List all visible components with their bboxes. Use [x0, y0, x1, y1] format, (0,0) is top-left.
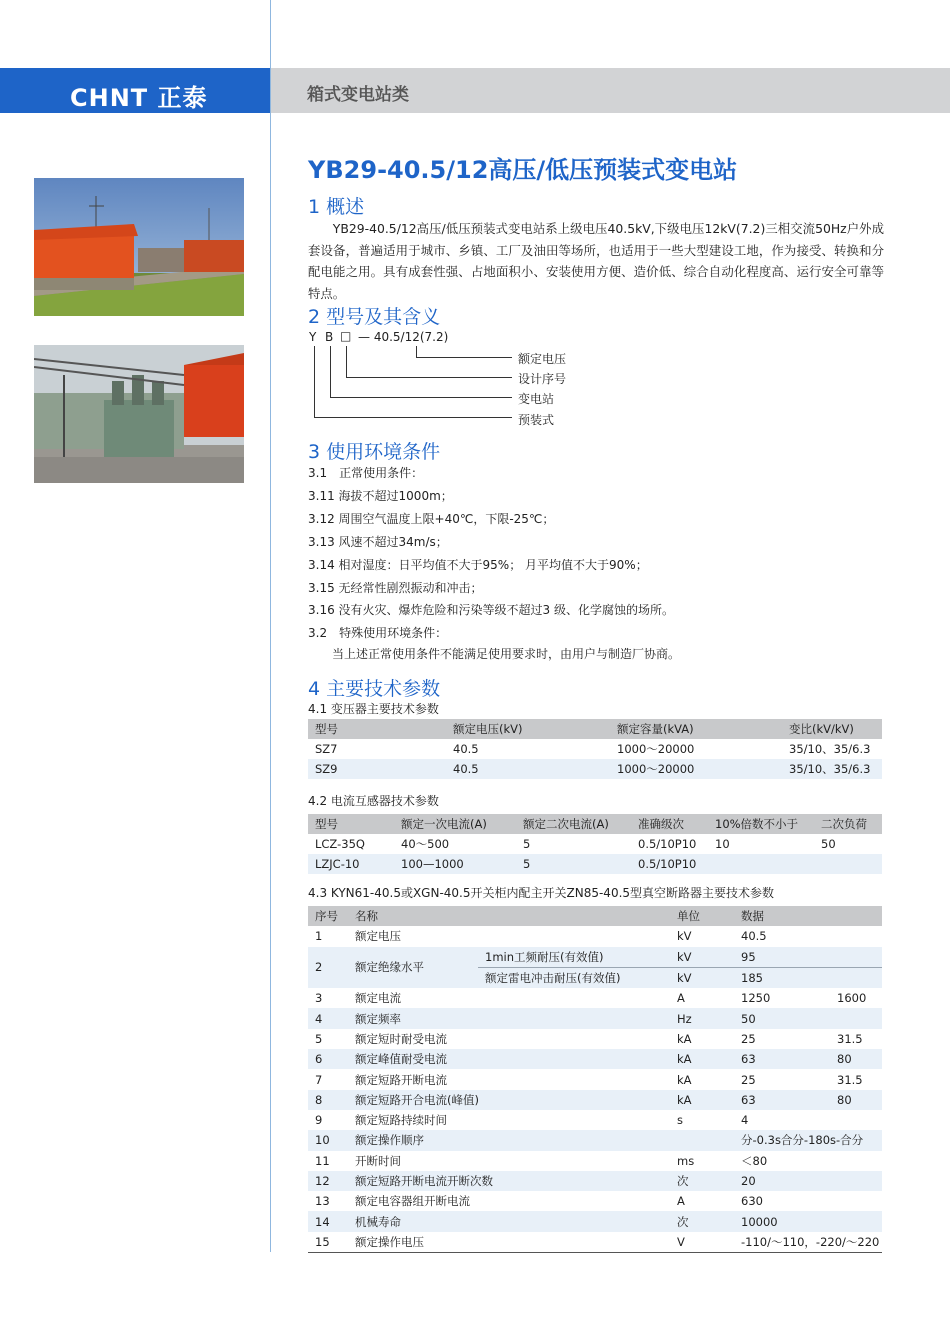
column-header: 额定电压(kV) — [446, 719, 610, 739]
model-letter-y: Y — [309, 330, 317, 344]
section-heading-environment: 3 使用环境条件 — [308, 441, 441, 463]
column-header: 变比(kV/kV) — [782, 719, 882, 739]
table-cell: 25 — [741, 1031, 756, 1046]
condition-line: 3.1 正常使用条件： — [308, 466, 424, 480]
table-cell: 50 — [821, 837, 836, 851]
table-row — [308, 1232, 882, 1253]
model-leader-line — [314, 417, 512, 418]
table-cell: 5 — [523, 837, 531, 851]
table-cell: 2 — [308, 947, 348, 989]
table-cell: 40.5 — [741, 929, 767, 944]
column-header: 10%倍数不小于 — [708, 814, 814, 834]
section-heading-model: 2 型号及其含义 — [308, 306, 441, 328]
table-cell: 额定操作电压 — [355, 1234, 424, 1249]
table-cell: s — [677, 1113, 683, 1128]
table-cell: 11 — [315, 1153, 330, 1168]
condition-line: 3.11 海拔不超过1000m； — [308, 489, 453, 503]
table-cell: 1000～20000 — [617, 742, 695, 756]
column-header: 额定容量(kVA) — [610, 719, 782, 739]
substation-photo — [34, 178, 244, 316]
table-cell: kA — [677, 1031, 692, 1046]
table-cell: 4 — [308, 1008, 348, 1028]
column-header: 型号 — [308, 719, 446, 739]
model-leader-line — [416, 357, 512, 358]
table-cell — [830, 1191, 882, 1211]
table-cell — [830, 1008, 882, 1028]
section-heading-overview: 1 概述 — [308, 196, 365, 218]
table-cell: 额定雷电冲击耐压(有效值) — [478, 967, 670, 988]
table-cell: V — [677, 1234, 685, 1249]
table-cell: 4 — [741, 1113, 749, 1128]
table-cell: 40～500 — [401, 837, 450, 851]
table-cell: 35/10、35/6.3 — [789, 742, 871, 756]
table-cell — [830, 1110, 882, 1130]
table-cell: A — [677, 991, 685, 1006]
table-cell: 25 — [741, 1072, 756, 1087]
table-cell: 630 — [741, 1194, 763, 1209]
table-cell: 额定绝缘水平 — [348, 947, 478, 989]
condition-line: 3.16 没有火灾、爆炸危险和污染等级不超过3 级、化学腐蚀的场所。 — [308, 603, 674, 617]
table-row — [308, 1008, 882, 1028]
model-design-box: □ — [340, 329, 352, 343]
table-cell: 31.5 — [837, 1072, 863, 1087]
table-cell: LCZ-35Q — [315, 837, 365, 851]
table-row — [308, 834, 882, 854]
table-row — [308, 1130, 882, 1150]
model-leader-line — [314, 346, 315, 418]
table-cell: 额定峰值耐受电流 — [348, 1049, 670, 1069]
table-cell: 63 — [734, 1090, 830, 1110]
transformer-photo — [34, 345, 244, 483]
overview-paragraph: YB29-40.5/12高压/低压预装式变电站系上级电压40.5kV,下级电压12kV(7.2)三相交流50Hz户外成套设备，普遍适用于城市、乡镇、工厂及油田等场所，也适用于一些大型建设工地，作为接受、转换和分配电能之用。具有成套性强、占地面积小、安装使用方便、造价低、综合自动化程度高、运行安全可靠等特点。 — [308, 221, 884, 301]
table-cell: 额定电压 — [355, 929, 401, 944]
column-header: 单位 — [670, 906, 734, 926]
table-row — [308, 1090, 882, 1110]
condition-line: 3.14 相对湿度：日平均值不大于95%； 月平均值不大于90%； — [308, 558, 648, 572]
condition-line: 3.15 无经常性剧烈振动和冲击； — [308, 581, 483, 595]
table-cell: 0.5/10P10 — [638, 837, 697, 851]
condition-line: 3.13 风速不超过34m/s； — [308, 535, 448, 549]
table-cell: 3 — [315, 991, 323, 1006]
current-transformer-table — [308, 814, 882, 874]
model-leader-line — [330, 397, 512, 398]
table-cell — [830, 947, 882, 968]
table-row — [308, 926, 882, 946]
table-cell: 5 — [315, 1031, 323, 1046]
table-cell: kA — [670, 1090, 734, 1110]
table-cell: 1000～20000 — [610, 759, 782, 779]
table-cell: SZ9 — [308, 759, 446, 779]
table-header-row — [308, 814, 882, 834]
table-cell: -110/～110，-220/～220 — [741, 1234, 880, 1249]
table-cell: 开断时间 — [355, 1153, 401, 1168]
table-cell: 10 — [308, 1130, 348, 1150]
table-cell: 次 — [670, 1171, 734, 1191]
table-cell: 0.5/10P10 — [631, 854, 708, 874]
table-cell: 10 — [715, 837, 730, 851]
column-header: 额定一次电流(A) — [394, 814, 516, 834]
table-cell — [670, 1130, 734, 1150]
model-label-prefabricated: 预装式 — [518, 413, 555, 427]
table-row — [308, 1049, 882, 1069]
model-label-rated-voltage: 额定电压 — [518, 352, 567, 366]
condition-line: 3.2 特殊使用环境条件： — [308, 626, 448, 640]
table-cell: 8 — [308, 1090, 348, 1110]
table-cell: 80 — [830, 1049, 882, 1069]
table-cell: kV — [670, 967, 734, 988]
table-cell: 额定短路开断电流 — [355, 1072, 447, 1087]
table-cell: 1 — [315, 929, 323, 944]
table-cell: 额定电容器组开断电流 — [355, 1194, 470, 1209]
table-cell: 100—1000 — [394, 854, 516, 874]
table-cell: 1250 — [741, 991, 771, 1006]
section-heading-parameters: 4 主要技术参数 — [308, 678, 441, 700]
table-cell: kV — [677, 929, 692, 944]
table-cell: 额定短路持续时间 — [355, 1113, 447, 1128]
table-cell: 63 — [734, 1049, 830, 1069]
table-cell: 95 — [734, 947, 830, 968]
table-caption-breaker: 4.3 KYN61-40.5或XGN-40.5开关柜内配主开关ZN85-40.5型真空断路器主要技术参数 — [308, 886, 775, 900]
table-cell: kA — [677, 1072, 692, 1087]
table-cell: 额定频率 — [348, 1008, 670, 1028]
transformer-params-table — [308, 719, 882, 779]
table-cell: 185 — [734, 967, 830, 988]
column-header: 数据 — [734, 906, 882, 926]
table-cell: 14 — [308, 1211, 348, 1231]
table-cell — [814, 854, 882, 874]
table-cell: ms — [677, 1153, 695, 1168]
table-cell: A — [677, 1194, 685, 1209]
model-leader-line — [330, 346, 331, 398]
table-cell: 9 — [315, 1113, 323, 1128]
table-cell: 6 — [308, 1049, 348, 1069]
table-cell: ＜80 — [741, 1153, 768, 1168]
table-row — [308, 1171, 882, 1191]
table-row — [308, 1069, 882, 1089]
column-header: 准确级次 — [631, 814, 708, 834]
condition-line: 当上述正常使用条件不能满足使用要求时，由用户与制造厂协商。 — [308, 647, 681, 661]
table-cell: 机械寿命 — [348, 1211, 670, 1231]
table-row — [308, 759, 882, 779]
table-cell: 15 — [315, 1234, 330, 1249]
page-divider-line — [270, 0, 271, 1252]
table-row — [308, 988, 882, 1008]
table-row — [308, 1151, 882, 1171]
column-header: 型号 — [308, 814, 394, 834]
table-cell: 10000 — [734, 1211, 830, 1231]
table-cell: 额定短路开合电流(峰值) — [348, 1090, 670, 1110]
page-title: YB29-40.5/12高压/低压预装式变电站 — [308, 156, 738, 184]
table-cell: 额定电流 — [355, 991, 401, 1006]
table-caption-ct: 4.2 电流互感器技术参数 — [308, 794, 439, 808]
column-header: 二次负荷 — [814, 814, 882, 834]
table-cell — [830, 1211, 882, 1231]
table-cell: 40.5 — [453, 742, 479, 756]
table-cell: 35/10、35/6.3 — [782, 759, 882, 779]
table-row — [308, 1191, 882, 1211]
vacuum-breaker-table — [308, 906, 882, 1253]
column-header: 名称 — [348, 906, 670, 926]
model-voltage-code: — 40.5/12(7.2) — [358, 330, 449, 344]
table-cell: 40.5 — [446, 759, 610, 779]
table-row — [308, 1110, 882, 1130]
model-label-design-number: 设计序号 — [518, 372, 567, 386]
condition-line: 3.12 周围空气温度上限+40℃，下限-25℃； — [308, 512, 555, 526]
table-cell: 5 — [516, 854, 631, 874]
table-cell: 额定操作顺序 — [348, 1130, 670, 1150]
column-header: 额定二次电流(A) — [516, 814, 631, 834]
table-cell: 31.5 — [837, 1031, 863, 1046]
table-cell — [708, 854, 814, 874]
column-header: 序号 — [308, 906, 348, 926]
category-title: 箱式变电站类 — [307, 85, 409, 105]
model-label-substation: 变电站 — [518, 392, 555, 406]
table-row — [308, 1211, 882, 1231]
table-cell: 额定短时耐受电流 — [355, 1031, 447, 1046]
table-cell — [830, 1171, 882, 1191]
table-cell: kA — [670, 1049, 734, 1069]
table-row — [308, 854, 882, 874]
table-cell: 额定短路开断电流开断次数 — [348, 1171, 670, 1191]
table-cell: 次 — [670, 1211, 734, 1231]
table-row — [308, 947, 882, 968]
table-cell: kV — [670, 947, 734, 968]
table-cell: 13 — [315, 1194, 330, 1209]
model-leader-line — [346, 346, 347, 378]
table-cell — [830, 1151, 882, 1171]
table-cell: 12 — [308, 1171, 348, 1191]
table-cell — [830, 926, 882, 946]
model-letter-b: B — [325, 330, 334, 344]
table-header-row — [308, 906, 882, 926]
table-row — [308, 739, 882, 759]
table-cell: 20 — [734, 1171, 830, 1191]
table-header-row — [308, 719, 882, 739]
table-cell: LZJC-10 — [308, 854, 394, 874]
table-cell: 1600 — [837, 991, 867, 1006]
model-leader-line — [346, 377, 512, 378]
table-cell: 7 — [315, 1072, 323, 1087]
table-cell: 1min工频耐压(有效值) — [478, 947, 670, 968]
table-cell: 分-0.3s合分-180s-合分 — [734, 1130, 882, 1150]
table-cell: 80 — [830, 1090, 882, 1110]
table-row — [308, 1029, 882, 1049]
table-cell — [830, 967, 882, 988]
chnt-logo: CHNT 正泰 — [70, 84, 208, 112]
table-cell: Hz — [670, 1008, 734, 1028]
table-cell: SZ7 — [315, 742, 338, 756]
table-caption-transformer: 4.1 变压器主要技术参数 — [308, 702, 439, 716]
table-cell: 50 — [734, 1008, 830, 1028]
